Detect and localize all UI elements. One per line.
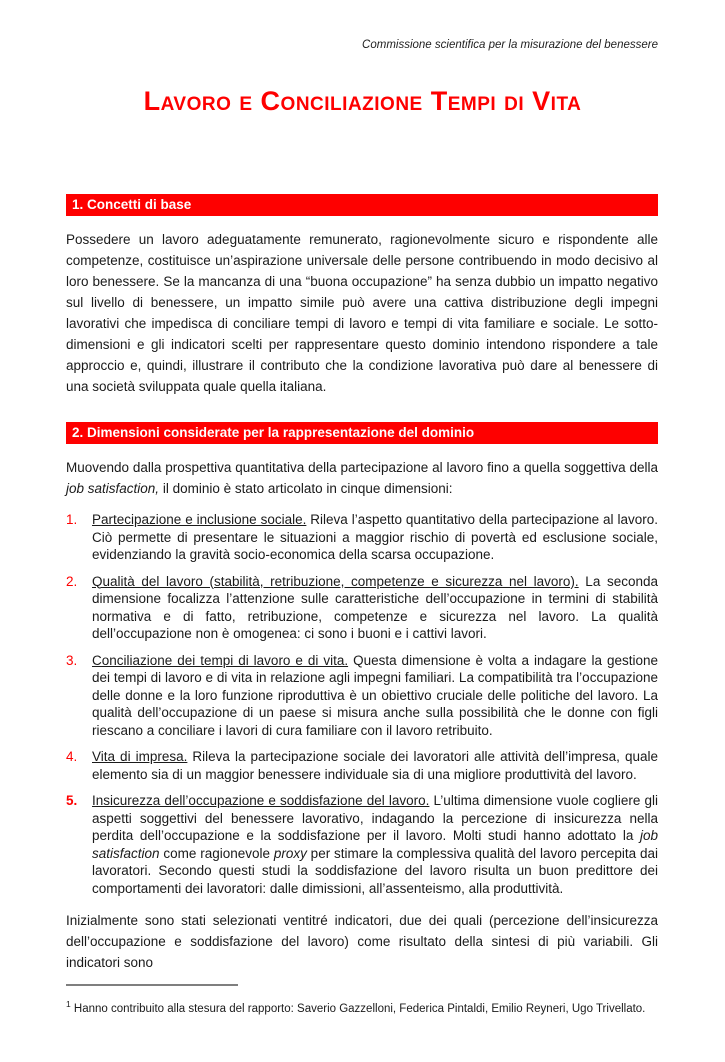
intro-text-pre: Muovendo dalla prospettiva quantitativa della partecipazione al lavoro fino a quella soggettiva della (66, 460, 658, 475)
list-item (66, 748, 658, 783)
footnote-text: Hanno contribuito alla stesura del rapporto: Saverio Gazzelloni, Federica Pintaldi, Emilio Reyneri, Ugo Trivellato. (70, 1003, 646, 1015)
list-item (66, 573, 658, 643)
list-item (66, 792, 658, 897)
list-item-number: 5. (66, 793, 78, 808)
list-item-text (92, 573, 658, 643)
list-item-lead: Vita di impresa. (92, 749, 188, 764)
list-item (66, 652, 658, 740)
list-item-rest: come ragionevole (159, 845, 274, 861)
intro-text-post: il dominio è stato articolato in cinque dimensioni: (159, 481, 453, 496)
list-item-lead: Qualità del lavoro (stabilità, retribuzione, competenze e sicurezza nel lavoro). (92, 573, 579, 589)
footnote-marker: 1 (66, 999, 71, 1010)
closing-paragraph: Inizialmente sono stati selezionati ventitré indicatori, due dei quali (percezione dell’insicurezza dell’occupazione e soddisfazione del lavoro) come risultato della sintesi di più variabili. Gli indicatori sono (66, 913, 658, 970)
section-2-heading-bar (66, 422, 658, 444)
section-2-intro (66, 457, 658, 499)
footnote-separator (66, 984, 238, 986)
list-item-text (92, 652, 658, 740)
list-item-number: 1. (66, 512, 78, 527)
list-item-text (92, 748, 658, 783)
section-1-body: Possedere un lavoro adeguatamente remunerato, ragionevolmente sicuro e rispondente alle competenze, costituisce un’aspirazione universale delle persone contribuendo in modo decisivo al loro benessere. Se la mancanza di una “buona occupazione” ha senza dubbio un impatto negativo sul livello di benessere, un impatto simile può avere una cattiva distribuzione degli impegni lavorativi che impedisca di conciliare tempi di lavoro e tempi di vita familiare e sociale. Le sotto-dimensioni e gli indicatori scelti per rappresentare questo dominio intendono rispondere a tale approccio e, quindi, illustrare il contributo che la condizione lavorativa può dare al benessere di una società sviluppata quale quella italiana. (66, 232, 658, 394)
list-item-italic: job satisfaction (92, 828, 658, 861)
section-2-heading-label: 2. Dimensioni considerate per la rappresentazione del dominio (72, 425, 475, 440)
list-item-rest: La seconda dimensione focalizza l’attenzione sulle caratteristiche dell’occupazione in termini di stabilità normativa e di fatto, retribuzione, competenze e sicurezza nel lavoro. La qualità dell’occupazione non è omogenea: ci sono i buoni e i cattivi lavori. (92, 573, 658, 641)
list-item-lead: Insicurezza dell’occupazione e soddisfazione del lavoro. (92, 793, 430, 808)
list-item-text (92, 792, 658, 897)
page-title: Lavoro e Conciliazione Tempi di Vita (143, 86, 582, 116)
intro-text-italic: job satisfaction, (66, 481, 160, 496)
list-item (66, 511, 658, 564)
list-item-number: 3. (66, 652, 78, 668)
list-item-italic: proxy (273, 845, 307, 861)
section-1-heading-label: 1. Concetti di base (72, 197, 192, 212)
list-item-text (92, 511, 658, 564)
list-item-lead: Conciliazione dei tempi di lavoro e di vita. (92, 652, 349, 668)
footnote (66, 999, 658, 1016)
list-item-lead: Partecipazione e inclusione sociale. (92, 512, 307, 527)
document-page (0, 38, 725, 1062)
list-item-rest: L’ultima dimensione vuole cogliere gli aspetti soggettivi del benessere lavorativo, indagando la percezione di insicurezza nella perdita dell’occupazione e la soddisfazione per il lavoro. Molti studi hanno adottato la (92, 793, 658, 843)
dimension-list (66, 511, 658, 897)
list-item-rest: Rileva l’aspetto quantitativo della partecipazione al lavoro. Ciò permette di presentare le situazioni a maggior rischio di povertà ed esclusione sociale, evidenziando la gravità socio-economica della scarsa occupazione. (92, 512, 658, 562)
list-item-number: 4. (66, 749, 78, 764)
list-item-rest: Rileva la partecipazione sociale dei lavoratori alle attività dell’impresa, quale elemento sia di un maggior benessere individuale sia di una migliore produttività del lavoro. (92, 749, 658, 782)
list-item-rest: Questa dimensione è volta a indagare la gestione dei tempi di lavoro e di vita in relazione agli impegni familiari. La compatibilità tra l’occupazione delle donne e la loro funzione riproduttiva è un obiettivo cruciale delle politiche del lavoro. La qualità dell’occupazione di un paese si misura anche sulla possibilità che le donne con figli riescano a conciliare i lavori di cura familiare con il lavoro retribuito. (92, 652, 658, 738)
section-1-heading-bar (66, 194, 658, 216)
list-item-rest: per stimare la complessiva qualità del lavoro percepita dai lavoratori. Secondo questi studi la soddisfazione del lavoro risulta un buon predittore dei comportamenti dei lavoratori: dalle dimissioni, all’assenteismo, alla produttività. (92, 845, 658, 896)
header-note: Commissione scientifica per la misurazione del benessere (362, 39, 658, 51)
list-item-number: 2. (66, 573, 78, 589)
